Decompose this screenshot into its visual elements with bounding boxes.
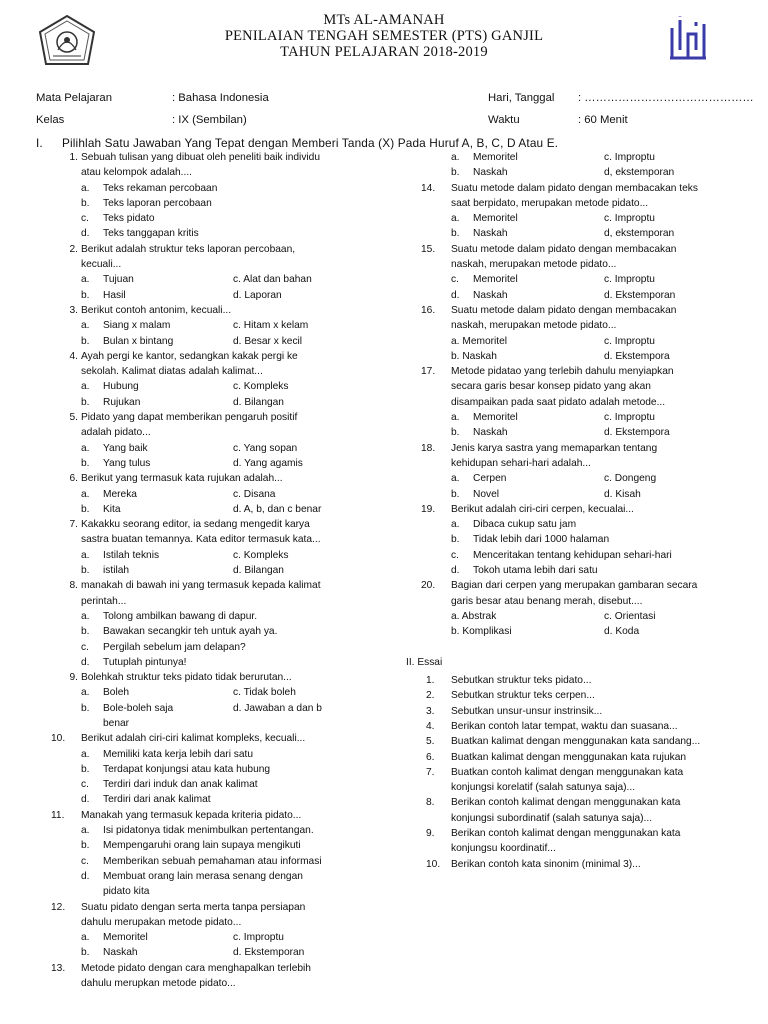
essay-item: 7. Buatkan contoh kalimat dengan menggunakan kata konjungsi korelatif (salah satunya saja)... [426,766,684,794]
date-label: Hari, Tanggal [488,92,555,104]
question-12: 12. Suatu pidato dengan serta merta tanpa persiapan dahulu merupakan metode pidato... [51,901,306,928]
option: c. Teks pidato [81,213,155,225]
option-row: a. Memoritel c. Improptu [451,152,655,163]
question-6: 6. Berikut yang termasuk kata rujukan adalah... [69,473,283,485]
option-row: a. Abstrak c. Orientasi [451,610,656,622]
option-row: a. Tujuan c. Alat dan bahan [81,274,312,286]
option: d. Tokoh utama lebih dari satu [451,565,598,577]
option-row: a. Siang x malam c. Hitam x kelam [81,320,309,332]
option: d. Terdiri dari anak kalimat [81,794,211,806]
essay-item: 10. Berikan contoh kata sinonim (minimal 3)... [426,858,641,870]
academic-year: TAHUN PELAJARAN 2018-2019 [280,44,488,60]
option: b. Terdapat konjungsi atau kata hubung [81,763,271,775]
exam-header [0,12,768,60]
option-row: b. Hasil d. Laporan [81,289,282,301]
essay-section-title: II. Essai [406,656,443,668]
question-2: 2. Berikut adalah struktur teks laporan percobaan, kecuali... [69,243,296,271]
option: a. Isi pidatonya tidak menimbulkan pertentangan. [81,825,314,837]
exam-title: PENILAIAN TENGAH SEMESTER (PTS) GANJIL [224,28,544,44]
option-row: a. Istilah teknis c. Kompleks [81,549,289,561]
option: c. Memberikan sebuah pemahaman atau informasi [81,855,322,867]
question-8: 8. manakah di bawah ini yang termasuk kepada kalimat perintah... [69,580,321,607]
option: d. Membuat orang lain merasa senang dengan [81,870,303,882]
section-number: I. [36,136,43,150]
essay-item: 1. Sebutkan struktur teks pidato... [426,675,592,687]
question-7: 7. Kakakku seorang editor, ia sedang mengedit karya sastra buatan temannya. Kata editor termasuk kata... [69,519,321,546]
option-row: a. Memoritel c. Improptu [451,412,655,424]
option-continuation: pidato kita [103,886,150,898]
option: d. Tutuplah pintunya! [81,656,187,668]
option: b. Mempengaruhi orang lain supaya mengikuti [81,840,301,852]
question-15: 15. Suatu metode dalam pidato dengan membacakan naskah, merupakan metode pidato... [421,243,677,271]
option-row: a. Cerpen c. Dongeng [451,473,657,485]
option-row: c. Memoritel c. Improptu [451,274,655,286]
question-10: 10. Berikut adalah ciri-ciri kalimat kompleks, kecuali... [51,733,306,745]
question-4: 4. Ayah pergi ke kantor, sedangkan kakak pergi ke sekolah. Kalimat diatas adalah kalimat... [69,350,298,378]
option-row: a. Boleh c. Tidak boleh [81,687,296,699]
time-value: : 60 Menit [578,114,628,126]
option-row: a. Yang baik c. Yang sopan [81,442,298,454]
option-row: b. Rujukan d. Bilangan [81,396,284,408]
option: b. Bawakan secangkir teh untuk ayah ya. [81,626,278,638]
option-row: b. Novel d. Kisah [451,488,641,500]
option: b. Teks laporan percobaan [81,197,212,209]
class-value: : IX (Sembilan) [172,114,247,126]
option-row: b. Naskah d. Ekstemporan [81,947,305,959]
time-label: Waktu [488,114,520,126]
essay-item: 4. Berikan contoh latar tempat, waktu dan suasana... [426,720,678,732]
option-row: b. Yang tulus d. Yang agamis [81,457,303,469]
question-13: 13. Metode pidato dengan cara menghapalkan terlebih dahulu merupkan metode pidato... [51,962,311,990]
subject-label: Mata Pelajaran [36,92,112,104]
option-row: b. Naskah d. Ekstempora [451,427,670,439]
class-label: Kelas [36,114,65,126]
right-column [406,150,746,872]
option: d. Teks tanggapan kritis [81,228,199,240]
question-11: 11. Manakah yang termasuk kepada kriteria pidato... [51,809,302,821]
option-row: a. Memoritel c. Improptu [451,213,655,225]
option: a. Teks rekaman percobaan [81,182,218,194]
option-continuation: benar [103,717,130,729]
essay-item: 9. Berikan contoh kalimat dengan menggunakan kata konjungsu koordinatif... [426,828,681,855]
question-9: 9. Bolehkah struktur teks pidato tidak berurutan... [69,672,292,684]
essay-item: 3. Sebutkan unsur-unsur instrinsik... [426,705,603,717]
option-row: b. Naskah d, ekstemporan [451,167,675,179]
option: a. Memiliki kata kerja lebih dari satu [81,748,254,760]
school-name: MTs AL-AMANAH [323,12,445,28]
question-19: 19. Berikut adalah ciri-ciri cerpen, kecualai... [421,503,634,515]
option-row: b. Naskah d. Ekstempora [451,350,670,362]
essay-item: 5. Buatkan kalimat dengan menggunakan kata sandang... [426,736,701,748]
option-row: b. istilah d. Bilangan [81,565,284,577]
section-instruction [36,136,558,150]
question-1: 1. Sebuah tulisan yang dibuat oleh peneliti baik individu atau kelompok adalah.... [69,152,321,179]
option: b. Tidak lebih dari 1000 halaman [451,534,610,546]
option-row: a. Memoritel c. Improptu [451,335,655,347]
essay-item: 8. Berikan contoh kalimat dengan menggunakan kata konjungsi subordinatif (salah satunya saja)... [426,797,681,824]
question-5: 5. Pidato yang dapat memberikan pengaruh positif adalah pidato... [69,412,298,439]
question-14: 14. Suatu metode dalam pidato dengan membacakan teks saat berpidato, merupakan metode pidato... [421,182,698,209]
option: c. Terdiri dari induk dan anak kalimat [81,779,258,791]
option: c. Menceritakan tentang kehidupan sehari-hari [451,549,672,561]
option-row: a. Mereka c. Disana [81,488,276,500]
option-row: a. Hubung c. Kompleks [81,381,289,393]
question-18: 18. Jenis karya sastra yang memaparkan tentang kehidupan sehari-hari adalah... [421,442,658,469]
option-row: b. Naskah d, ekstemporan [451,228,675,240]
date-value: : ……………………………………… [578,92,754,104]
question-17: 17. Metode pidatao yang terlebih dahulu menyiapkan secara garis besar konsep pidato yang akan disampaikan pada saat pidato adalah metode... [421,366,674,408]
option: a. Dibaca cukup satu jam [451,519,577,531]
option-row: d. Naskah d. Ekstemporan [451,289,676,301]
option-row: a. Memoritel c. Improptu [81,932,284,944]
subject-value: : Bahasa Indonesia [172,92,269,104]
instruction-text: Pilihlah Satu Jawaban Yang Tepat dengan Memberi Tanda (X) Pada Huruf A, B, C, D Atau E. [62,136,559,150]
option-row: b. Bole-boleh saja d. Jawaban a dan b [81,702,322,714]
option-row: b. Bulan x bintang d. Besar x kecil [81,335,303,347]
essay-item: 6. Buatkan kalimat dengan menggunakan kata rujukan [426,751,687,763]
essay-item: 2. Sebutkan struktur teks cerpen... [426,690,595,702]
option: c. Pergilah sebelum jam delapan? [81,641,246,653]
option-row: b. Kita d. A, b, dan c benar [81,503,322,515]
question-20: 20. Bagian dari cerpen yang merupakan gambaran secara garis besar atau benang merah, disebut.... [421,580,698,607]
question-16: 16. Suatu metode dalam pidato dengan membacakan naskah, merupakan metode pidato... [421,304,677,332]
option-row: b. Komplikasi d. Koda [451,626,640,638]
left-column [51,150,386,991]
option: a. Tolong ambilkan bawang di dapur. [81,610,258,622]
question-3: 3. Berikut contoh antonim, kecuali... [69,304,232,316]
